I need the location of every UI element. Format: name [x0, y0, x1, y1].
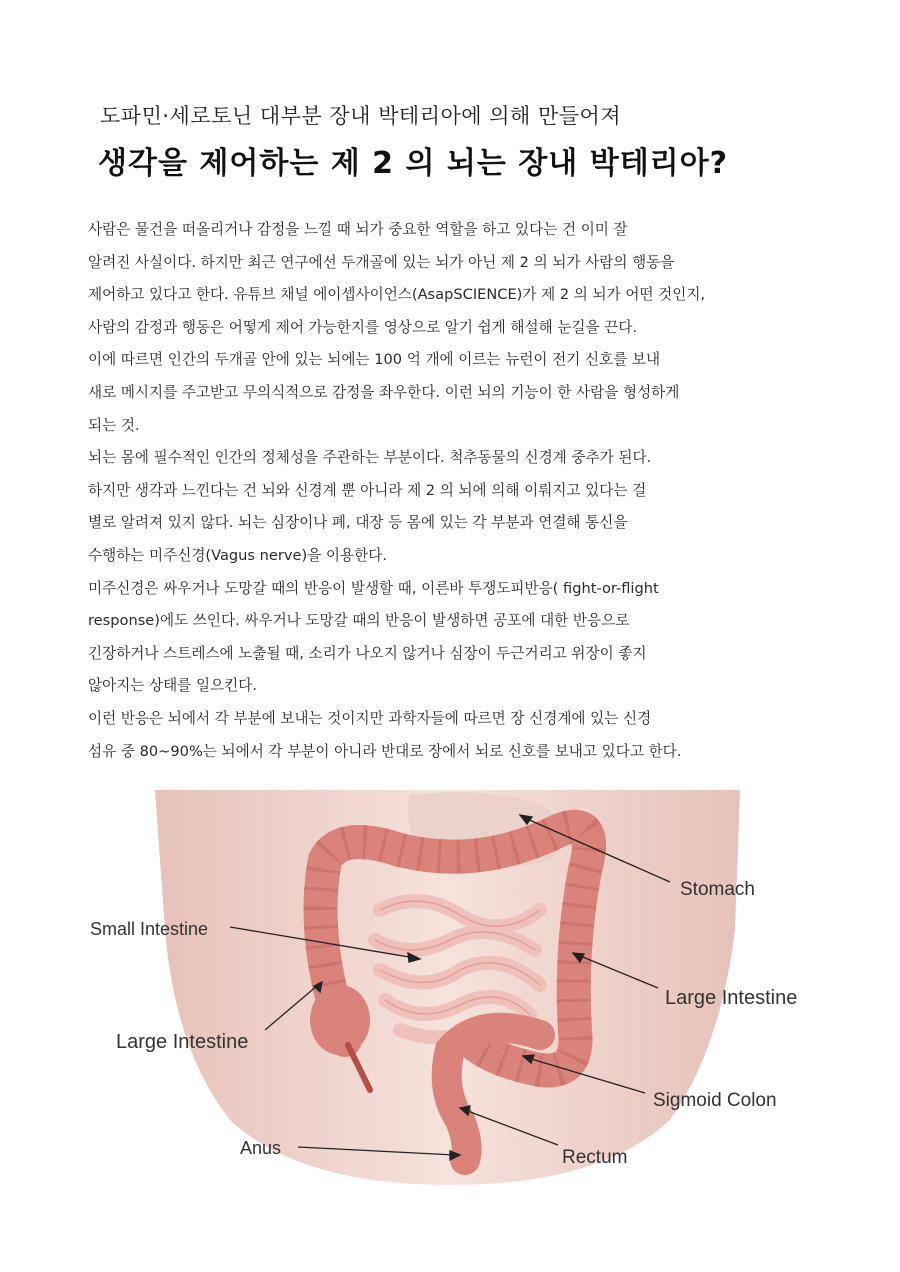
body-line: 별로 알려져 있지 않다. 뇌는 심장이나 폐, 대장 등 몸에 있는 각 부분과 연결해 통신을 [88, 514, 628, 532]
body-line: 이런 반응은 뇌에서 각 부분에 보내는 것이지만 과학자들에 따르면 장 신경계에 있는 신경 [88, 709, 652, 727]
body-line: 뇌는 몸에 필수적인 인간의 정체성을 주관하는 부분이다. 척추동물의 신경계 중추가 된다. [88, 449, 652, 467]
body-line: 제어하고 있다고 한다. 유튜브 채널 에이셉사이언스(AsapSCIENCE)가 제 2 의 뇌가 어떤 것인지, [88, 286, 706, 304]
intestine-diagram [80, 790, 820, 1185]
body-line: 섬유 중 80~90%는 뇌에서 각 부분이 아니라 반대로 장에서 뇌로 신호를 보내고 있다고 한다. [88, 742, 682, 760]
body-line: 않아지는 상태를 일으킨다. [88, 677, 257, 695]
cecum-shape [310, 985, 370, 1055]
body-line: 알려진 사실이다. 하지만 최근 연구에선 두개골에 있는 뇌가 아닌 제 2 의 뇌가 사람의 행동을 [88, 253, 675, 271]
article-body [88, 214, 818, 768]
body-line: 수행하는 미주신경(Vagus nerve)을 이용한다. [88, 546, 387, 564]
body-line: 긴장하거나 스트레스에 노출될 때, 소리가 나오지 않거나 심장이 두근거리고 위장이 좋지 [88, 644, 647, 662]
intestine-illustration [80, 790, 820, 1185]
label-stomach: Stomach [680, 879, 755, 900]
label-anus: Anus [240, 1138, 282, 1158]
body-line: 사람의 감정과 행동은 어떻게 제어 가능한지를 영상으로 알기 쉽게 해설해 눈길을 끈다. [88, 318, 638, 336]
body-line: 새로 메시지를 주고받고 무의식적으로 감정을 좌우한다. 이런 뇌의 기능이 한 사람을 형성하게 [88, 383, 680, 401]
body-line: response)에도 쓰인다. 싸우거나 도망갈 때의 반응이 발생하면 공포에 대한 반응으로 [88, 612, 630, 630]
body-line: 되는 것. [88, 416, 140, 434]
body-line: 사람은 물건을 떠올리거나 감정을 느낄 때 뇌가 중요한 역할을 하고 있다는 건 이미 잘 [88, 221, 628, 238]
label-rectum: Rectum [562, 1147, 628, 1168]
label-large-intestine-left: Large Intestine [116, 1031, 249, 1053]
body-line: 미주신경은 싸우거나 도망갈 때의 반응이 발생할 때, 이른바 투쟁도피반응( fight-or-flight [88, 579, 659, 597]
body-line: 하지만 생각과 느낀다는 건 뇌와 신경계 뿐 아니라 제 2 의 뇌에 의해 이뤄지고 있다는 걸 [88, 481, 647, 499]
body-line: 이에 따르면 인간의 두개골 안에 있는 뇌에는 100 억 개에 이르는 뉴런이 전기 신호를 보내 [88, 351, 661, 369]
label-large-intestine-right: Large Intestine [665, 987, 798, 1009]
article-title: 생각을 제어하는 제 2 의 뇌는 장내 박테리아? [98, 146, 729, 181]
label-sigmoid-colon: Sigmoid Colon [653, 1090, 777, 1111]
label-small-intestine: Small Intestine [90, 919, 209, 939]
article-subtitle: 도파민·세로토닌 대부분 장내 박테리아에 의해 만들어져 [100, 104, 622, 128]
